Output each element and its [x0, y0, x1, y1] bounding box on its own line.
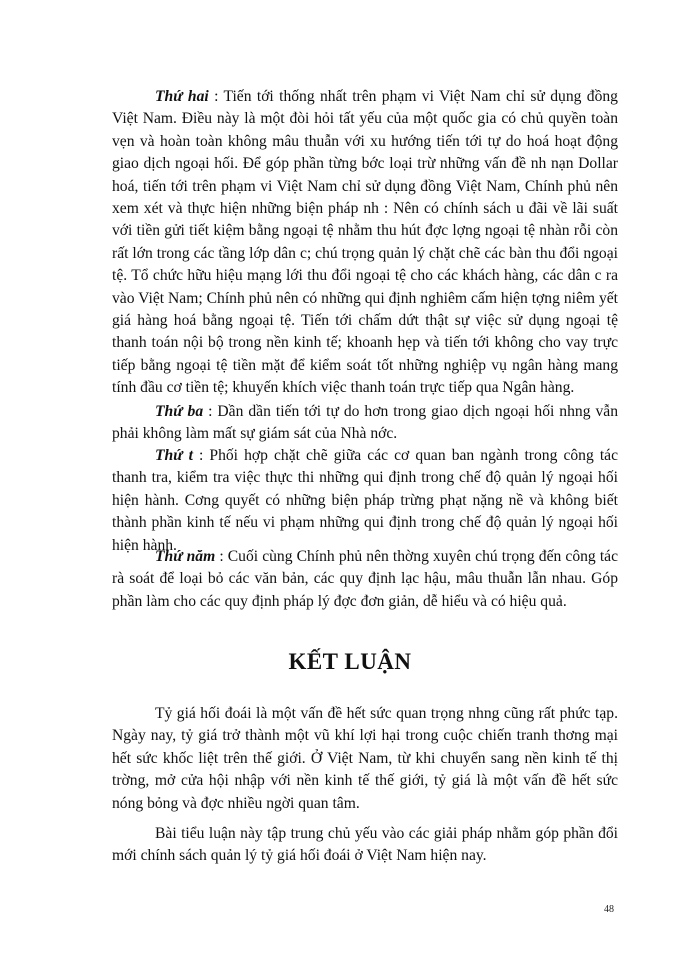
conclusion-heading: KẾT LUẬN — [288, 649, 412, 674]
paragraph-thu-tu — [112, 445, 618, 557]
paragraph-lead: Thứ ba — [155, 403, 204, 420]
paragraph-thu-nam — [112, 546, 618, 613]
paragraph-lead: Thứ t — [155, 447, 193, 464]
paragraph-text: : Dần dần tiến tới tự do hơn trong giao dịch ngoại hối nhng vẫn phải không làm mất sự giám sát của Nhà nớc. — [112, 403, 618, 443]
paragraph-text: Bài tiểu luận này tập trung chủ yếu vào các giải pháp nhằm góp phần đổi mới chính sách quản lý tỷ giá hối đoái ở Việt Nam hiện nay. — [112, 825, 618, 865]
paragraph-text: : Cuối cùng Chính phủ nên thờng xuyên chú trọng đến công tác rà soát để loại bỏ các văn bản, các quy định lạc hậu, mâu thuẫn lẫn nhau. Góp phần làm cho các quy định pháp lý đợc đơn giản, dễ hiểu và có hiệu quả. — [112, 548, 618, 610]
conclusion-paragraph — [112, 823, 618, 868]
paragraph-thu-hai — [112, 86, 618, 400]
conclusion-paragraph — [112, 703, 618, 815]
paragraph-lead: Thứ năm — [155, 548, 216, 565]
page-number: 48 — [604, 904, 614, 915]
paragraph-text: : Phối hợp chặt chẽ giữa các cơ quan ban ngành trong công tác thanh tra, kiểm tra việc thực thi những qui định trong chế độ quản lý ngoại hối hiện hành. Cơng quyết có những biện pháp trừng phạt nặng nề và không biết thành phần kinh tế nếu vi phạm những qui định trong chế độ quản lý ngoại hối hiện hành. — [112, 447, 618, 554]
paragraph-text: : Tiến tới thống nhất trên phạm vi Việt Nam chỉ sử dụng đồng Việt Nam. Điều này là một đòi hỏi tất yếu của một quốc gia có chủ quyền toàn vẹn và hoàn toàn không mâu thuẫn với xu hướng tiến tới tự do hoá hoạt động giao dịch ngoại hối. Để góp phần từng bớc loại trừ những vấn đề nh nạn Dollar hoá, tiến tới trên phạm vi Việt Nam chỉ sử dụng đồng Việt Nam, Chính phủ nên xem xét và thực hiện những biện pháp nh : Nên có chính sách u đãi về lãi suất với tiền gửi tiết kiệm bằng ngoại tệ nhằm thu hút đợc lợng ngoại tệ nhàn rỗi còn rất lớn trong các tầng lớp dân c; chú trọng quản lý chặt chẽ các bàn thu đổi ngoại tệ. Tổ chức hữu hiệu mạng lới thu đổi ngoại tệ cho các khách hàng, các dân c ra vào Việt Nam; Chính phủ nên có những qui định nghiêm cấm hiện tợng niêm yết giá hàng hoá bằng ngoại tệ. Tiến tới chấm dứt thật sự việc sử dụng ngoại tệ thanh toán nội bộ trong nền kinh tế; khoanh hẹp và tiến tới không cho vay trực tiếp bằng ngoại tệ tiền mặt để kiểm soát tốt những nghiệp vụ ngân hàng mang tính đầu cơ tiền tệ; khuyến khích việc thanh toán trực tiếp qua Ngân hàng. — [112, 88, 618, 397]
paragraph-lead: Thứ hai — [155, 88, 209, 105]
paragraph-text: Tỷ giá hối đoái là một vấn đề hết sức quan trọng nhng cũng rất phức tạp. Ngày nay, tỷ giá trở thành một vũ khí lợi hại trong cuộc chiến tranh thơng mại hết sức khốc liệt trên thế giới. Ở Việt Nam, từ khi chuyển sang nền kinh tế thị trờng, mở cửa hội nhập với nền kinh tế thế giới, tỷ giá là một vấn đề hết sức nóng bỏng và đợc nhiều ngời quan tâm. — [112, 705, 618, 812]
paragraph-thu-ba — [112, 401, 618, 446]
